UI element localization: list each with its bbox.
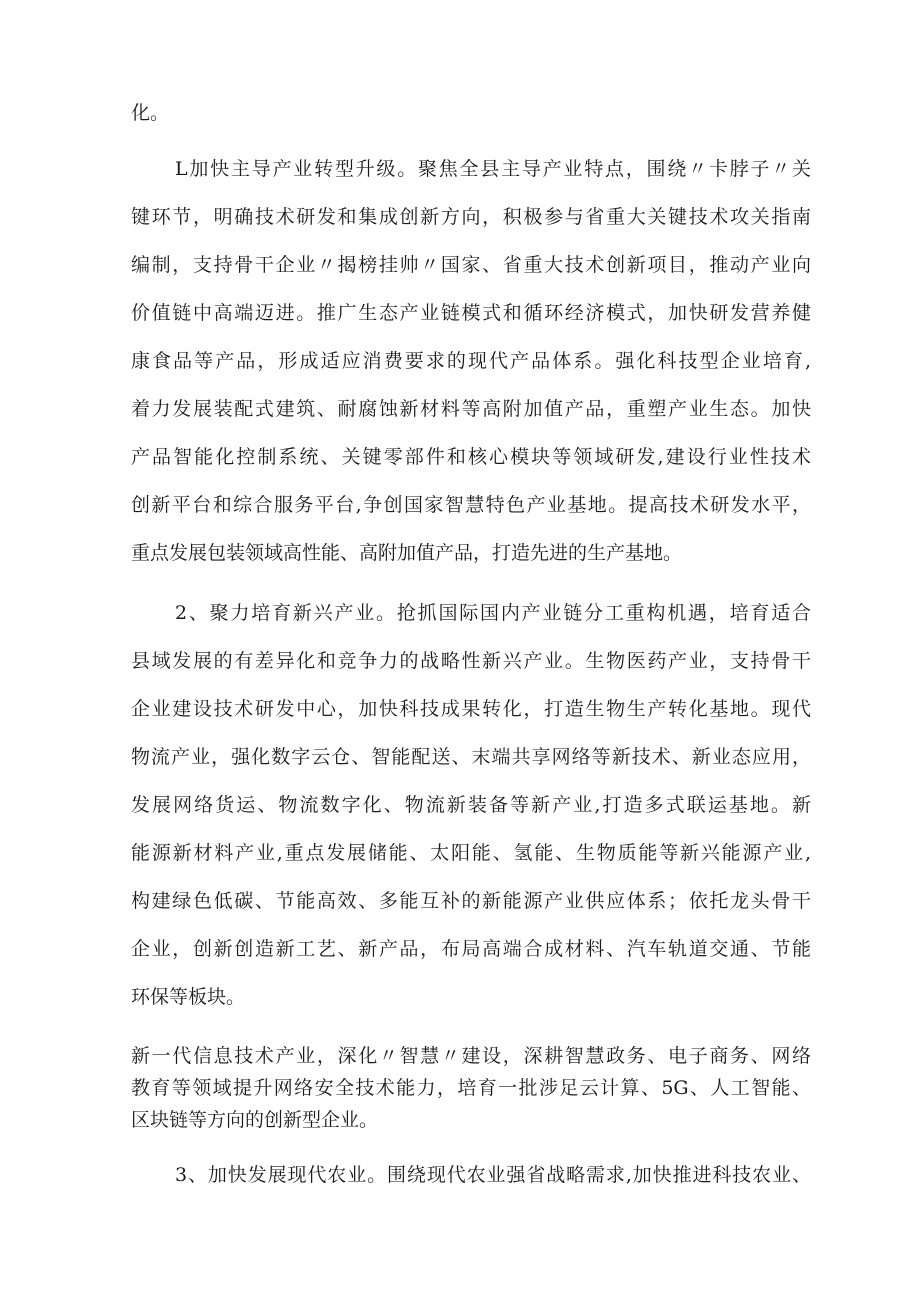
text-line: 企业建设技术研发中心，加快科技成果转化，打造生物生产转化基地。现代: [131, 698, 811, 720]
text-line: 区块链等方向的创新型企业。: [131, 1109, 379, 1131]
text-line: L加快主导产业转型升级。聚焦全县主导产业特点，围绕〃卡脖子〃关: [175, 158, 811, 180]
text-line: 产品智能化控制系统、关键零部件和核心模块等领域研发,建设行业性技术: [131, 446, 811, 468]
text-line: 能源新材料产业,重点发展储能、太阳能、氢能、生物质能等新兴能源产业,: [131, 842, 811, 864]
text-line: 键环节，明确技术研发和集成创新方向，积极参与省重大关键技术攻关指南: [131, 206, 811, 228]
text-line: 环保等板块。: [131, 986, 246, 1008]
text-line: 2、聚力培育新兴产业。抢抓国际国内产业链分工重构机遇，培育适合: [175, 602, 811, 624]
text-line: 创新平台和综合服务平台,争创国家智慧特色产业基地。提高技术研发水平，: [131, 494, 811, 516]
text-line: 重点发展包装领域高性能、高附加值产品，打造先进的生产基地。: [131, 542, 683, 564]
text-line: 构建绿色低碳、节能高效、多能互补的新能源产业供应体系；依托龙头骨干: [131, 890, 811, 912]
text-line: 教育等领域提升网络安全技术能力，培育一批涉足云计算、5G、人工智能、: [131, 1077, 811, 1099]
text-line: 着力发展装配式建筑、耐腐蚀新材料等高附加值产品，重塑产业生态。加快: [131, 398, 811, 420]
text-line: 县域发展的有差异化和竞争力的战略性新兴产业。生物医药产业，支持骨干: [131, 650, 811, 672]
text-line: 3、加快发展现代农业。围绕现代农业强省战略需求,加快推进科技农业、: [175, 1164, 811, 1186]
text-line: 化。: [131, 102, 170, 124]
text-line: 物流产业，强化数字云仓、智能配送、末端共享网络等新技术、新业态应用，: [131, 746, 811, 768]
text-line: 编制，支持骨干企业〃揭榜挂帅〃国家、省重大技术创新项目，推动产业向: [131, 254, 811, 276]
text-line: 企业，创新创造新工艺、新产品，布局高端合成材料、汽车轨道交通、节能: [131, 938, 811, 960]
text-line: 新一代信息技术产业，深化〃智慧〃建设，深耕智慧政务、电子商务、网络: [131, 1045, 811, 1067]
text-line: 价值链中高端迈进。推广生态产业链模式和循环经济模式，加快研发营养健: [131, 302, 811, 324]
text-line: 发展网络货运、物流数字化、物流新装备等新产业,打造多式联运基地。新: [131, 794, 811, 816]
text-line: 康食品等产品，形成适应消费要求的现代产品体系。强化科技型企业培育,: [131, 350, 811, 372]
